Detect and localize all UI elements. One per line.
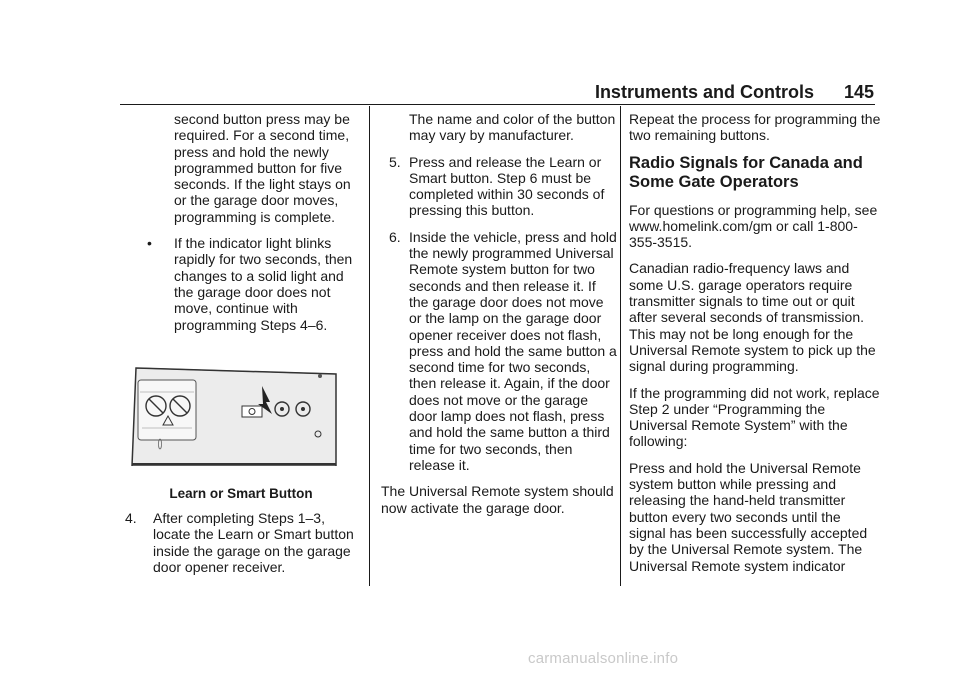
step-6-text: Inside the vehicle, press and hold the newly programmed Universal Remote system button for two seconds and then release it. If the garage door does not move or the lamp on the garage door opener receiver does not flash, press and hold the same button a second time for two seconds, then release it. Again, if the door does not move or the garage door lamp does not flash, press and hold the same button a third time for two seconds, then release it. (409, 228, 617, 473)
step-4-number: 4. (125, 510, 137, 526)
step-4-text: After completing Steps 1–3, locate the Learn or Smart button inside the garage on the garage door opener receiver. (153, 510, 354, 575)
column-1 (125, 111, 357, 343)
header-rule (120, 104, 875, 105)
col1-step-4 (125, 510, 357, 585)
step-6-number: 6. (389, 228, 401, 245)
bullet-mark: • (147, 235, 152, 252)
header-section-title: Instruments and Controls (594, 82, 814, 102)
figure-caption: Learn or Smart Button (169, 486, 313, 501)
step-5-text: Press and release the Learn or Smart button. Step 6 must be completed within 30 seconds of pressing this button. (409, 153, 605, 219)
col2-step-5 (381, 154, 617, 219)
col3-paragraph-3: Canadian radio-frequency laws and some U.S. garage operators require transmitter signals to time out or quit after several seconds of transmission. This may not be long enough for the Universal Remote system to pick up the signal during programming. (629, 260, 876, 375)
column-divider-2 (620, 106, 621, 586)
col2-final-paragraph: The Universal Remote system should now activate the garage door. (381, 483, 614, 516)
col2-step-6 (381, 229, 617, 473)
col3-paragraph-1: Repeat the process for programming the two remaining buttons. (629, 111, 881, 144)
watermark: carmanualsonline.info (528, 650, 679, 667)
page-header (0, 82, 874, 104)
col1-bullet (125, 235, 357, 333)
col2-continuation: The name and color of the button may vary by manufacturer. (409, 111, 616, 144)
section-heading: Radio Signals for Canada and Some Gate Operators (629, 153, 863, 191)
bullet-text: If the indicator light blinks rapidly for two seconds, then changes to a solid light and the garage door does not move, continue with programming Steps 4–6. (174, 235, 353, 333)
col3-paragraph-2: For questions or programming help, see www.homelink.com/gm or call 1-800-355-3515. (629, 201, 878, 251)
column-3 (629, 111, 881, 584)
col1-paragraph-1: second button press may be required. For a second time, press and hold the newly programmed button for five seconds. If the light stays on or the garage door moves, programming is complete. (174, 111, 351, 225)
learn-button-illustration (130, 362, 342, 466)
step-5-number: 5. (389, 153, 401, 170)
column-divider-1 (369, 106, 370, 586)
col3-paragraph-5: Press and hold the Universal Remote system button while pressing and releasing the hand-held transmitter button every two seconds until the signal has been successfully accepted by the Universal Remote system. The Universal Remote system indicator (629, 459, 868, 574)
col3-paragraph-4: If the programming did not work, replace Step 2 under “Programming the Universal Remote System” with the following: (629, 384, 880, 450)
column-2 (381, 111, 617, 526)
page-number: 145 (843, 82, 874, 102)
